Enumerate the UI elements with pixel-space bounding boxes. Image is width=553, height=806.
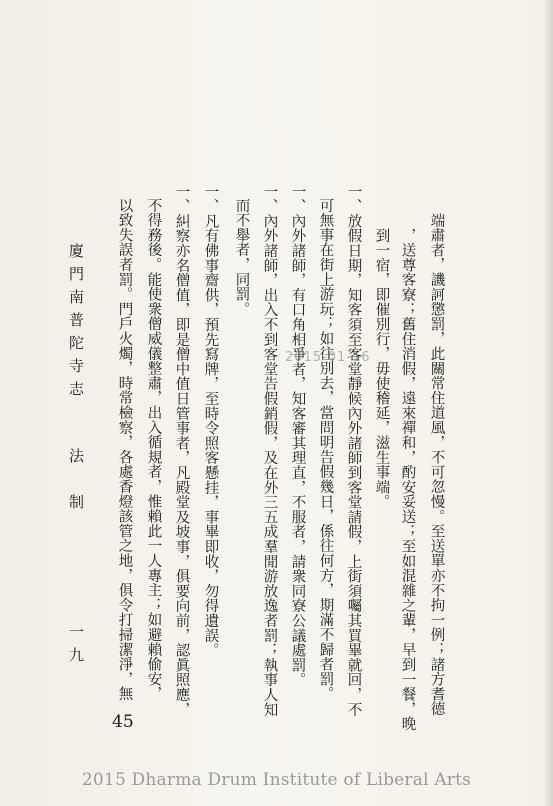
text-column-10: 一、糾察亦名僧值，即是僧中值日管事者，凡殿堂及坡事，俱要向前，認眞照應， [173, 184, 190, 717]
text-column-1: 端肅者，譏訶懲罰，此關常住道風，不可忽慢。至送單亦不拘一例；諸方耆德 [428, 213, 445, 717]
page-number: 45 [112, 712, 134, 732]
margin-book-title: 廈門南普陀寺志 [67, 243, 85, 404]
text-column-5: 可無事在街上游玩；如往別去，當問明告假幾日，係往何方，期滿不歸者罰。 [317, 198, 334, 702]
text-column-12: 以致失誤者罰。門戶火燭，時常檢察，各處香燈該管之地，俱令打掃潔淨，無 [116, 198, 133, 702]
text-column-3: 到一宿，即催別行，毋使稽延，滋生事端。 [373, 228, 390, 510]
binding-shadow [543, 0, 553, 806]
margin-section-title: 法 制 [67, 448, 85, 517]
text-column-7: 一、內外諸師，出入不到客堂告假銷假，及在外三五成羣閒游放逸者罰；執事人知 [261, 184, 278, 717]
date-stamp: 2015-01-16 [285, 350, 371, 365]
text-column-8: 而不舉者，同罰。 [233, 198, 250, 317]
text-column-11: 不得務後。能使衆僧威儀整肅，出入循規者，惟賴此一人專主；如避賴偷安， [145, 198, 162, 702]
text-column-9: 一、凡有佛事齋供，預先寫牌，至時令照客懸挂，事畢即收，勿得遺誤。 [202, 184, 219, 658]
text-column-2: ，送尊客寮；舊住消假，遠來禪和，酌安妥送；至如混雜之輩，早到一餐，晚 [399, 228, 416, 732]
text-column-6: 一、內外諸師，有口角相爭者，知客審其理直，不服者，請衆同寮公議處罰。 [289, 184, 306, 688]
margin-chinese-page-number: 一九 [67, 624, 85, 670]
text-column-4: 一、放假日期，知客須至客堂靜候內外諸師到客堂請假，上街須囑其買畢就回，不 [345, 184, 362, 717]
watermark-footer: 2015 Dharma Drum Institute of Liberal Arts [81, 770, 472, 790]
